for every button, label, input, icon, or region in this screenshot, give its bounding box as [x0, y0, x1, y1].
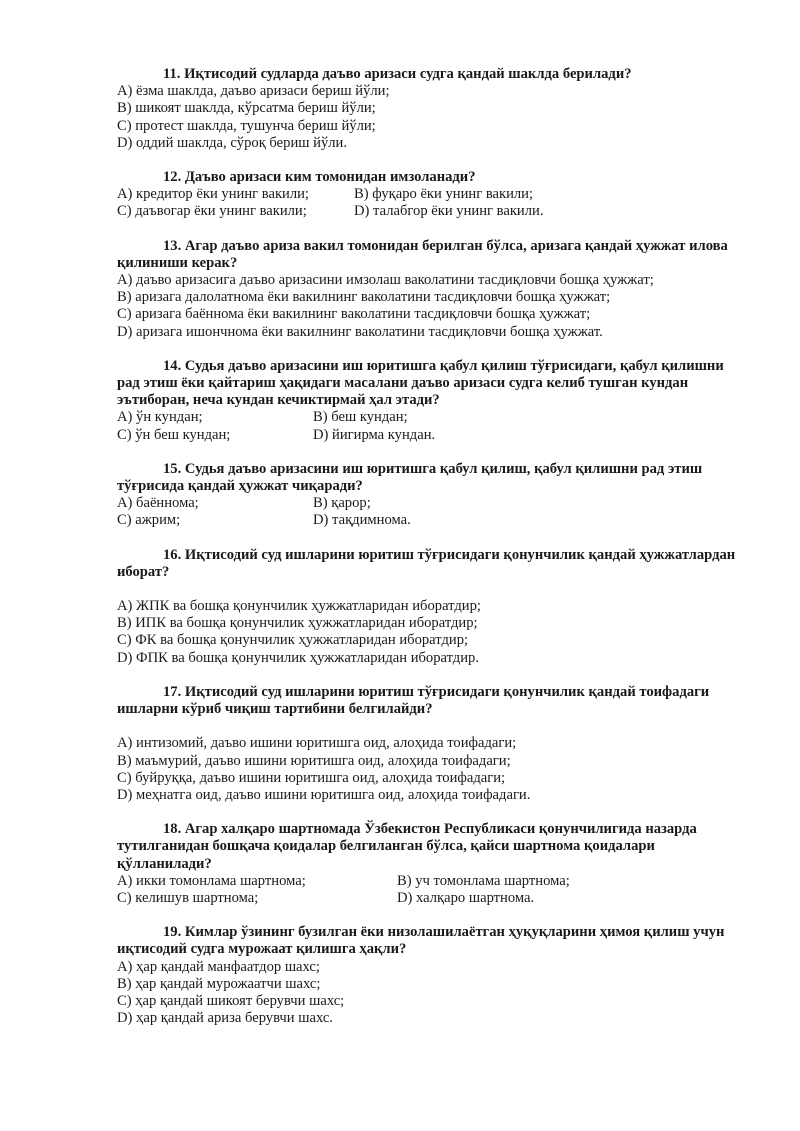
question-19: [117, 924, 747, 1027]
question-12: [117, 169, 747, 221]
answer-option-c: С) ҳар қандай шикоят берувчи шахс;: [117, 992, 345, 1009]
blank-line: [117, 718, 747, 735]
answer-option-d: D) халқаро шартнома.: [397, 889, 535, 906]
question-13: [117, 238, 747, 341]
question-title: 12. Даъво аризаси ким томонидан имзоланади?: [163, 169, 476, 186]
blank-line: [117, 581, 747, 598]
answer-option-a: А) ўн кундан;: [117, 409, 203, 426]
answer-option-a: А) ҳар қандай манфаатдор шахс;: [117, 958, 320, 975]
answer-option-a: А) интизомий, даъво ишини юритишга оид, алоҳида тоифадаги;: [117, 735, 517, 752]
document-page: [117, 66, 747, 1044]
answer-option-b: В) уч томонлама шартнома;: [397, 872, 570, 889]
question-17: [117, 684, 747, 804]
answer-option-a: А) кредитор ёки унинг вакили;: [117, 186, 309, 203]
answer-option-a: А) даъво аризасига даъво аризасини имзолаш ваколатини тасдиқловчи бошқа ҳужжат;: [117, 272, 654, 289]
answer-row: [117, 409, 747, 426]
question-title: 11. Иқтисодий судларда даъво аризаси судга қандай шаклда берилади?: [163, 66, 632, 82]
answer-option-c: С) ўн беш кундан;: [117, 426, 231, 443]
answer-option-d: D) тақдимнома.: [313, 512, 411, 529]
answer-option-b: В) беш кундан;: [313, 409, 408, 426]
answer-row: [117, 203, 747, 220]
answer-option-a: А) икки томонлама шартнома;: [117, 872, 306, 889]
answer-option-c: С) буйруққа, даъво ишини юритишга оид, алоҳида тоифадаги;: [117, 769, 506, 786]
question-title: 13. Агар даъво ариза вакил томонидан берилган бўлса, аризага қандай ҳужжат илова қилиниши керак?: [117, 237, 728, 271]
question-14: [117, 358, 747, 444]
answer-option-d: D) меҳнатга оид, даъво ишини юритишга оид, алоҳида тоифадаги.: [117, 786, 531, 803]
question-18: [117, 821, 747, 907]
question-title: 17. Иқтисодий суд ишларини юритиш тўғрисидаги қонунчилик қандай тоифадаги ишларни кўриб чиқиш тартибини белгилайди?: [117, 683, 710, 718]
answer-option-c: С) келишув шартнома;: [117, 889, 259, 906]
answer-option-b: В) аризага далолатнома ёки вакилнинг ваколатини тасдиқловчи бошқа ҳужжат;: [117, 289, 611, 306]
answer-option-d: D) оддий шаклда, сўроқ бериш йўли.: [117, 134, 347, 151]
answer-option-d: D) йигирма кундан.: [313, 426, 436, 443]
question-15: [117, 461, 747, 530]
answer-option-d: D) талабгор ёки унинг вакили.: [354, 203, 544, 220]
answer-row: [117, 512, 747, 529]
answer-option-d: D) аризага ишончнома ёки вакилнинг ваколатини тасдиқловчи бошқа ҳужжат.: [117, 323, 603, 340]
answer-option-c: С) аризага баённома ёки вакилнинг ваколатини тасдиқловчи бошқа ҳужжат;: [117, 306, 591, 323]
answer-row: [117, 873, 747, 890]
answer-option-c: С) протест шаклда, тушунча бериш йўли;: [117, 117, 376, 134]
question-11: [117, 66, 747, 152]
answer-option-d: D) ФПК ва бошқа қонунчилик ҳужжатларидан иборатдир.: [117, 649, 479, 666]
question-title: 15. Судья даъво аризасини иш юритишга қабул қилиш, қабул қилишни рад этиш тўғрисида қандай ҳужжат чиқаради?: [117, 460, 703, 495]
answer-option-b: В) фуқаро ёки унинг вакили;: [354, 186, 534, 203]
answer-option-c: С) даъвогар ёки унинг вакили;: [117, 203, 307, 220]
question-title: 19. Кимлар ўзининг бузилган ёки низолашилаётган ҳуқуқларини ҳимоя қилиш учун иқтисодий судга мурожаат қилишга ҳақли?: [117, 924, 725, 958]
answer-option-b: В) қарор;: [313, 495, 371, 512]
answer-row: [117, 495, 747, 512]
answer-option-c: С) ФК ва бошқа қонунчилик ҳужжатларидан иборатдир;: [117, 632, 469, 649]
answer-row: [117, 890, 747, 907]
answer-option-b: В) ҳар қандай мурожаатчи шахс;: [117, 975, 321, 992]
answer-option-a: А) ЖПК ва бошқа қонунчилик ҳужжатларидан иборатдир;: [117, 598, 481, 615]
answer-row: [117, 186, 747, 203]
answer-row: [117, 427, 747, 444]
answer-option-b: В) маъмурий, даъво ишини юритишга оид, алоҳида тоифадаги;: [117, 752, 511, 769]
question-title: 18. Агар халқаро шартномада Ўзбекистон Республикаси қонунчилигида назарда тутилганидан бошқача қоидалар белгиланган бўлса, қайси шартнома қоидалари қўлланилади?: [117, 821, 697, 872]
answer-option-b: В) шикоят шаклда, кўрсатма бериш йўли;: [117, 100, 376, 117]
question-16: [117, 547, 747, 667]
answer-option-a: А) баённома;: [117, 495, 199, 512]
answer-option-a: А) ёзма шаклда, даъво аризаси бериш йўли;: [117, 83, 390, 100]
answer-option-b: В) ИПК ва бошқа қонунчилик ҳужжатларидан иборатдир;: [117, 615, 478, 632]
question-title: 14. Судья даъво аризасини иш юритишга қабул қилиш тўғрисидаги, қабул қилишни рад этиш ёки қайтариш ҳақидаги масалани даъво аризаси судга келиб тушган кундан эътиборан, неча кундан кечиктирмай ҳал этади?: [117, 357, 724, 409]
answer-option-c: С) ажрим;: [117, 512, 181, 529]
question-title: 16. Иқтисодий суд ишларини юритиш тўғрисидаги қонунчилик қандай ҳужжатлардан иборат?: [117, 546, 736, 580]
answer-option-d: D) ҳар қандай ариза берувчи шахс.: [117, 1010, 333, 1027]
